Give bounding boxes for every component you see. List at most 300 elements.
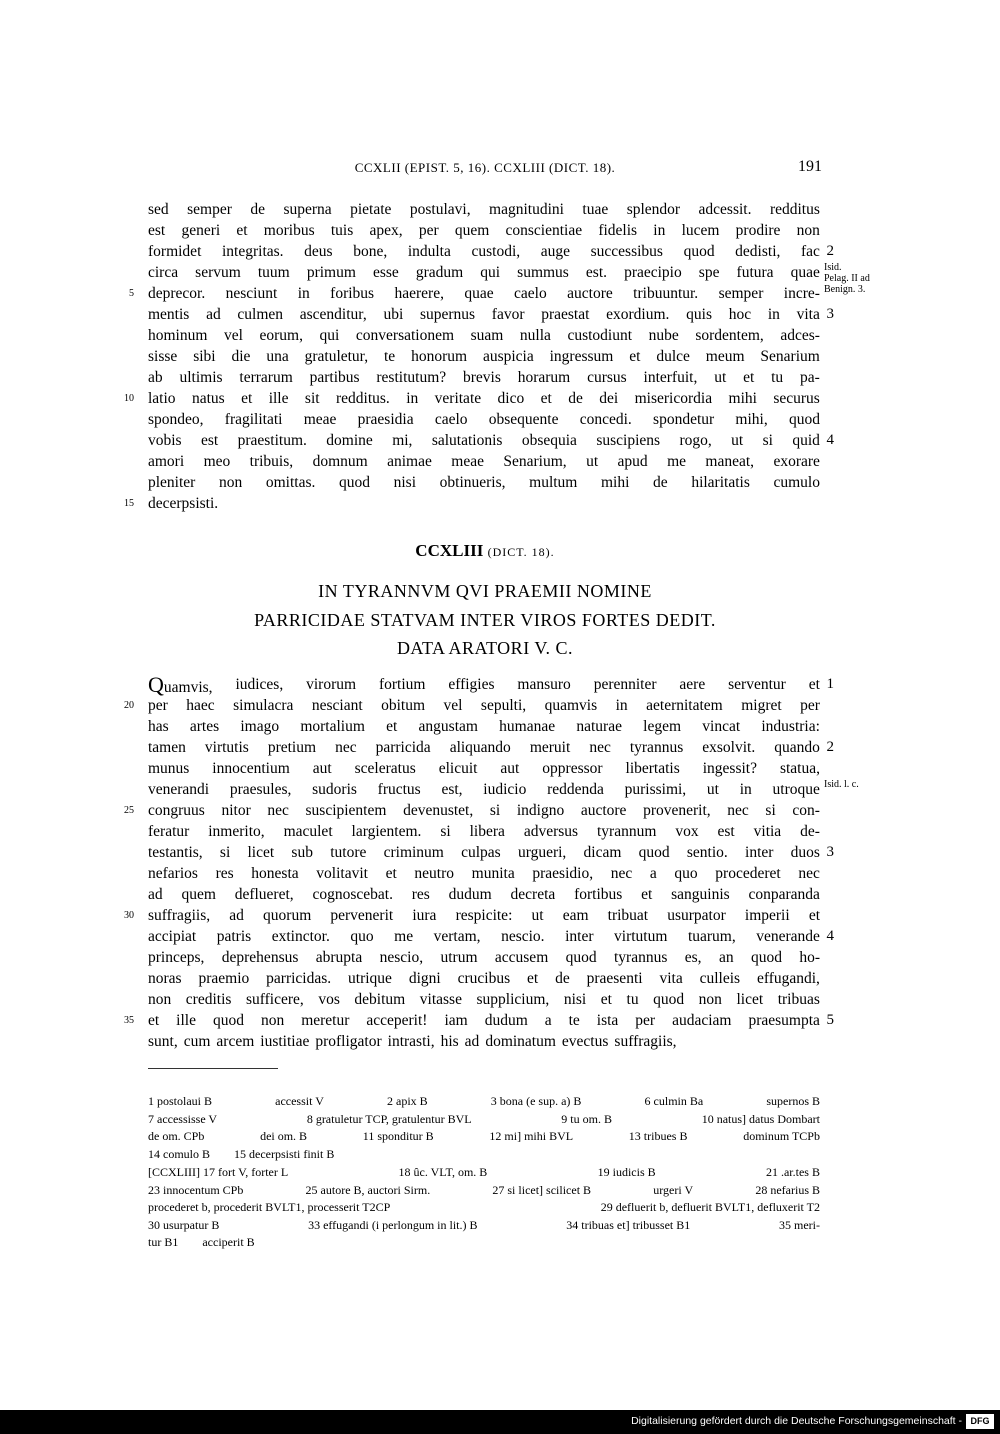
- footnote-rule: [148, 1068, 278, 1069]
- word: nisi: [393, 474, 417, 491]
- word: nulla: [519, 327, 551, 344]
- text-line: [148, 672, 834, 697]
- margin-note: [824, 262, 870, 295]
- footnote-entry: 15 decerpsisti finit B: [234, 1146, 335, 1161]
- line-number: 30: [124, 910, 134, 921]
- word: me: [667, 453, 687, 470]
- word: in: [739, 781, 752, 798]
- word: supplicium,: [476, 991, 550, 1008]
- word: praestat: [541, 306, 590, 323]
- word: tamen: [148, 739, 186, 756]
- word: ut: [586, 453, 599, 470]
- word: de: [555, 970, 570, 987]
- word: audaciam: [672, 1012, 732, 1029]
- margin-note-line: Isid.: [824, 262, 842, 273]
- footnote-entry: 9 tu om. B: [561, 1111, 612, 1126]
- word: inmerito,: [208, 823, 265, 840]
- word: deus: [304, 243, 333, 260]
- text-line: [148, 451, 820, 472]
- margin-note-line: Isid. l. c.: [824, 779, 859, 790]
- text-line: [124, 493, 820, 514]
- word: virtutis: [204, 739, 249, 756]
- word: quod: [338, 474, 370, 491]
- word: foribus: [330, 285, 375, 302]
- word: maculet: [283, 823, 333, 840]
- word: esse: [372, 264, 399, 281]
- word: domine: [326, 432, 373, 449]
- word: praestitum.: [237, 432, 307, 449]
- word: con-: [792, 802, 820, 819]
- footnote-entry: 11 sponditur B: [362, 1129, 434, 1143]
- word: sufficere,: [245, 991, 304, 1008]
- word: indulta: [407, 243, 451, 260]
- word: quem: [454, 222, 490, 239]
- word: fortium: [378, 676, 426, 693]
- footer-credit: Digitalisierung gefördert durch die Deutsche Forschungsgemeinschaft -: [631, 1415, 962, 1427]
- footnote-entry: 3 bona (e sup. a) B: [490, 1094, 582, 1108]
- word: quamvis: [544, 697, 598, 714]
- word: terrarum: [239, 369, 293, 386]
- word: in: [406, 390, 419, 407]
- footnote-entry: 34 tribuas et] tribusset B1: [566, 1217, 691, 1232]
- word: dei: [599, 390, 619, 407]
- word: tribuat: [607, 907, 649, 924]
- word: quis: [686, 306, 712, 323]
- word: ad: [206, 306, 221, 323]
- word: deflueret,: [234, 886, 294, 903]
- word: aut: [500, 760, 520, 777]
- word: meae: [303, 411, 337, 428]
- word: adversus: [523, 823, 579, 840]
- word: mi,: [392, 432, 413, 449]
- word: congruus: [148, 802, 205, 819]
- word: oppressor: [542, 760, 603, 777]
- text-block-epistle: [124, 199, 870, 514]
- word: semper: [187, 201, 232, 218]
- footnote-line: [148, 1234, 820, 1252]
- word: conparanda: [748, 886, 820, 903]
- text-line: [148, 220, 820, 241]
- word: per: [800, 697, 820, 714]
- word: quod: [653, 991, 685, 1008]
- word: et: [236, 222, 248, 239]
- dfg-logo: DFG: [966, 1414, 994, 1429]
- footnote-entry: 27 si licet] scilicet B: [492, 1182, 592, 1197]
- word: redditus: [769, 201, 820, 218]
- word: sub: [291, 844, 313, 861]
- word: praesumpta: [748, 1012, 820, 1029]
- word: vitasse: [419, 991, 462, 1008]
- word: accusem: [494, 949, 549, 966]
- word: una: [266, 348, 289, 365]
- word: virtutum: [614, 928, 668, 945]
- word: si: [489, 802, 501, 819]
- word: omittas.: [265, 474, 316, 491]
- word: ingressum: [549, 348, 614, 365]
- word: effugandi,: [756, 970, 820, 987]
- word: meae: [451, 453, 484, 470]
- footnote-entry: 28 nefarius B: [755, 1182, 820, 1197]
- word: spondetur: [653, 411, 715, 428]
- word: cognoscebat.: [312, 886, 393, 903]
- word: naturae: [576, 718, 622, 735]
- word: extinctor.: [271, 928, 330, 945]
- word: spe: [698, 264, 720, 281]
- word: lucem: [681, 222, 720, 239]
- word: caelo: [514, 285, 547, 302]
- word: iudices,: [235, 676, 284, 693]
- word: mihi: [601, 474, 630, 491]
- word: libera: [469, 823, 505, 840]
- word: digni: [408, 970, 441, 987]
- word: parricidas.: [266, 970, 332, 987]
- word: et: [148, 1012, 160, 1029]
- word: vos: [318, 991, 340, 1008]
- word: his: [440, 1033, 459, 1050]
- word: tyrannum: [597, 823, 657, 840]
- word: mihi: [728, 390, 757, 407]
- line-number: 35: [124, 1015, 134, 1026]
- paragraph-number: 3: [826, 844, 834, 860]
- word: feratur: [148, 823, 190, 840]
- word: purissimi,: [624, 781, 687, 798]
- word: profligator: [315, 1033, 382, 1050]
- word: te: [568, 1012, 580, 1029]
- word: tribuis,: [249, 453, 294, 470]
- word: aere: [679, 676, 706, 693]
- word: licet: [736, 991, 764, 1008]
- word: sudoris: [312, 781, 357, 798]
- section-dict: (DICT. 18).: [487, 545, 555, 559]
- word: suffragiis,: [614, 1033, 677, 1050]
- word: tuis: [330, 222, 354, 239]
- word: nec: [589, 739, 611, 756]
- word: per: [635, 1012, 656, 1029]
- word: conversationem: [355, 327, 455, 344]
- word: tribuuntur.: [633, 285, 699, 302]
- line-number: 25: [124, 805, 134, 816]
- word: eorum,: [259, 327, 303, 344]
- word: fortibus: [574, 886, 623, 903]
- word: culmen: [237, 306, 284, 323]
- word: decreta: [510, 886, 556, 903]
- word: evectus: [561, 1033, 609, 1050]
- word: nec: [727, 802, 749, 819]
- margin-note-line: Pelag. II ad: [824, 273, 870, 284]
- paragraph-number: 4: [826, 928, 834, 944]
- text-line: [124, 388, 820, 409]
- margin-note-line: Benign. 3.: [824, 284, 866, 295]
- word: vita: [659, 970, 683, 987]
- word: ad: [229, 907, 244, 924]
- word: aeternitatem: [646, 697, 723, 714]
- word: qui: [480, 264, 501, 281]
- footnote-entry: 29 defluerit b, defluerit BVLT1, defluxerit T2: [600, 1200, 820, 1214]
- word: utroque: [772, 781, 820, 798]
- word: nec: [610, 865, 633, 882]
- word: securus: [773, 390, 820, 407]
- word: sisse: [148, 348, 178, 365]
- word: adcessit.: [698, 201, 752, 218]
- word: dedisti,: [735, 243, 781, 260]
- word: tu: [771, 369, 784, 386]
- word: dico: [497, 390, 525, 407]
- word: tribuas: [777, 991, 820, 1008]
- word: parricida: [375, 739, 431, 756]
- word: iustitiae: [260, 1033, 310, 1050]
- word: suscipientem: [305, 802, 387, 819]
- word: sibi: [193, 348, 216, 365]
- word: non: [698, 991, 722, 1008]
- footer-bar: [0, 1410, 1000, 1434]
- word: humanae: [499, 718, 556, 735]
- word: quae: [790, 264, 820, 281]
- text-line: [148, 304, 834, 325]
- word: apud: [617, 453, 648, 470]
- line-number: 15: [124, 498, 134, 509]
- word: industria:: [761, 718, 820, 735]
- footnote-entry: 1 postolaui B: [148, 1094, 213, 1108]
- text-line: [148, 716, 820, 737]
- word: an: [718, 949, 734, 966]
- word: redditus.: [335, 390, 390, 407]
- footnote-entry: dei om. B: [260, 1129, 308, 1143]
- footnote-entry: 6 culmin Ba: [644, 1094, 704, 1108]
- word: has: [148, 718, 169, 735]
- word: non: [218, 474, 243, 491]
- word: suffragiis,: [148, 907, 211, 924]
- footnote-entry: 33 effugandi (i perlongum in lit.) B: [308, 1217, 478, 1232]
- word: praesules,: [229, 781, 292, 798]
- word: hoc: [728, 306, 752, 323]
- word: futura: [736, 264, 774, 281]
- word: utrique: [348, 970, 392, 987]
- word: non: [796, 222, 820, 239]
- word: est: [717, 823, 735, 840]
- word: deprehensus: [221, 949, 299, 966]
- word: eam: [562, 907, 589, 924]
- word: servum: [195, 264, 241, 281]
- word: munus: [148, 760, 190, 777]
- word: venerandi: [148, 781, 210, 798]
- word: fac: [801, 243, 820, 260]
- word: neutro: [414, 865, 455, 882]
- word: obtinueris,: [439, 474, 506, 491]
- word: pietate: [350, 201, 392, 218]
- footnote-line: [148, 1182, 820, 1200]
- text-line: [148, 947, 820, 968]
- word: ho-: [799, 949, 820, 966]
- word: de: [568, 390, 583, 407]
- word: respicite:: [455, 907, 513, 924]
- word: et: [629, 348, 641, 365]
- paragraph-number: 2: [826, 243, 834, 259]
- word: quorum: [263, 907, 312, 924]
- word-rest: uamvis,: [163, 679, 213, 696]
- word: non: [260, 1012, 285, 1029]
- word: imperii: [744, 907, 790, 924]
- paragraph-number: 4: [826, 432, 834, 448]
- word: honesta: [251, 865, 299, 882]
- word: tuae: [582, 201, 609, 218]
- footnote-entry: [CCXLIII] 17 fort V, forter L: [148, 1165, 289, 1179]
- word: gratuletur,: [304, 348, 369, 365]
- footnotes-group-2: [148, 1164, 820, 1252]
- word: quod: [683, 243, 715, 260]
- word: multum: [529, 474, 578, 491]
- word: auspicia: [482, 348, 534, 365]
- word: spondeo,: [148, 411, 204, 428]
- word: auctore: [580, 802, 627, 819]
- word: splendor: [626, 201, 681, 218]
- drop-cap-letter: Q: [148, 672, 164, 697]
- word: iam: [444, 1012, 468, 1029]
- word: procederet: [715, 865, 781, 882]
- word: vitia: [753, 823, 782, 840]
- word: meretur: [301, 1012, 350, 1029]
- word: mortalium: [300, 718, 365, 735]
- word: Senarium,: [503, 453, 567, 470]
- word: praesidia: [357, 411, 414, 428]
- word: exorare: [773, 453, 820, 470]
- word: vel: [443, 697, 463, 714]
- word: moribus: [263, 222, 315, 239]
- word: inter: [745, 844, 774, 861]
- word: criminum: [383, 844, 444, 861]
- word: et: [641, 886, 653, 903]
- footnote-entry: 19 iudicis B: [597, 1165, 656, 1179]
- word: ad: [148, 886, 163, 903]
- word: volitavit: [316, 865, 368, 882]
- word: domnum: [312, 453, 368, 470]
- word: primum: [306, 264, 356, 281]
- word: si: [762, 432, 773, 449]
- word: ab: [148, 369, 163, 386]
- word: quo: [674, 865, 698, 882]
- word: libertatis: [625, 760, 680, 777]
- word: tyrannus: [614, 949, 668, 966]
- footnote-entry: 10 natus] datus Dombart: [701, 1111, 820, 1126]
- paragraph-number: 1: [826, 676, 834, 692]
- word: qui: [319, 327, 340, 344]
- word: veritate: [434, 390, 482, 407]
- text-line: [148, 758, 820, 779]
- word: urgueri,: [517, 844, 567, 861]
- word: tutore: [330, 844, 367, 861]
- word: mentis: [148, 306, 190, 323]
- word: praesidio,: [532, 865, 594, 882]
- text-line: [148, 989, 820, 1010]
- word: maneat,: [705, 453, 755, 470]
- word: ascenditur,: [299, 306, 367, 323]
- word: et: [527, 970, 539, 987]
- word: in: [653, 222, 666, 239]
- word: si: [219, 844, 231, 861]
- word: ingessit?: [702, 760, 757, 777]
- word: misericordia: [634, 390, 713, 407]
- word: non: [148, 991, 172, 1008]
- word: sed: [148, 201, 169, 218]
- word: ubi: [383, 306, 404, 323]
- word: et: [540, 390, 552, 407]
- word: princeps,: [148, 949, 205, 966]
- word: caelo: [434, 411, 468, 428]
- footnote-entry: de om. CPb: [148, 1129, 205, 1143]
- footnote-entry: 14 comulo B: [148, 1146, 210, 1161]
- paragraph-number: 3: [826, 306, 834, 322]
- word: prodire: [735, 222, 781, 239]
- word: quod: [750, 949, 782, 966]
- word: effigies: [448, 676, 495, 693]
- text-line: [148, 241, 834, 262]
- word: quando: [774, 739, 820, 756]
- word: et: [600, 991, 612, 1008]
- word: res: [411, 886, 430, 903]
- text-line: [148, 884, 820, 905]
- word: cursus: [587, 369, 627, 386]
- word: et: [386, 718, 398, 735]
- word: auctore: [567, 285, 613, 302]
- word: tyrannus: [629, 739, 684, 756]
- line-number: 5: [129, 288, 134, 299]
- word: devenustet,: [403, 802, 474, 819]
- footnote-entry: 12 mi] mihi BVL: [489, 1129, 574, 1143]
- word: indigno: [516, 802, 565, 819]
- word: circa: [148, 264, 179, 281]
- word: brevis: [462, 369, 501, 386]
- word: horarum: [517, 369, 571, 386]
- footnote-entry: dominum TCPb: [743, 1129, 820, 1143]
- word: dudum: [484, 1012, 528, 1029]
- footnote-line: [148, 1217, 820, 1235]
- word: supernus: [419, 306, 476, 323]
- word: et: [808, 676, 820, 693]
- word: magnitudini: [489, 201, 564, 218]
- footnote-line: [148, 1093, 820, 1111]
- word: patris: [216, 928, 252, 945]
- word: salutationis: [431, 432, 503, 449]
- word: quid: [792, 432, 820, 449]
- footnote-entry: 35 meri-: [778, 1217, 820, 1232]
- text-line: [148, 926, 834, 947]
- footnote-entry: procederet b, procederit BVLT1, processerit T2CP: [148, 1200, 391, 1214]
- word: provenerit,: [643, 802, 711, 819]
- word: concedi.: [579, 411, 632, 428]
- paragraph-number: 5: [826, 1012, 834, 1028]
- word: nesciant: [311, 697, 363, 714]
- word: fidelis: [598, 222, 638, 239]
- word: custodi,: [471, 243, 521, 260]
- word: cumulo: [773, 474, 820, 491]
- word: vel: [223, 327, 243, 344]
- word: per: [148, 697, 168, 714]
- word: duos: [790, 844, 820, 861]
- text-line: [129, 283, 820, 304]
- footnote-entry: supernos B: [766, 1094, 820, 1108]
- word: reddenda: [547, 781, 604, 798]
- word: meum: [705, 348, 745, 365]
- footnote-entry: 23 innocentum CPb: [148, 1182, 244, 1197]
- word: obsequia: [521, 432, 577, 449]
- section-title-line-1: IN TYRANNVM QVI PRAEMII NOMINE: [318, 581, 652, 601]
- word: accipiat: [148, 928, 197, 945]
- footnote-line: [148, 1128, 820, 1146]
- word: nescio.: [501, 928, 545, 945]
- word: dudum: [448, 886, 492, 903]
- word: ut: [706, 781, 719, 798]
- text-line: [148, 409, 820, 430]
- word: restitutum?: [376, 369, 447, 386]
